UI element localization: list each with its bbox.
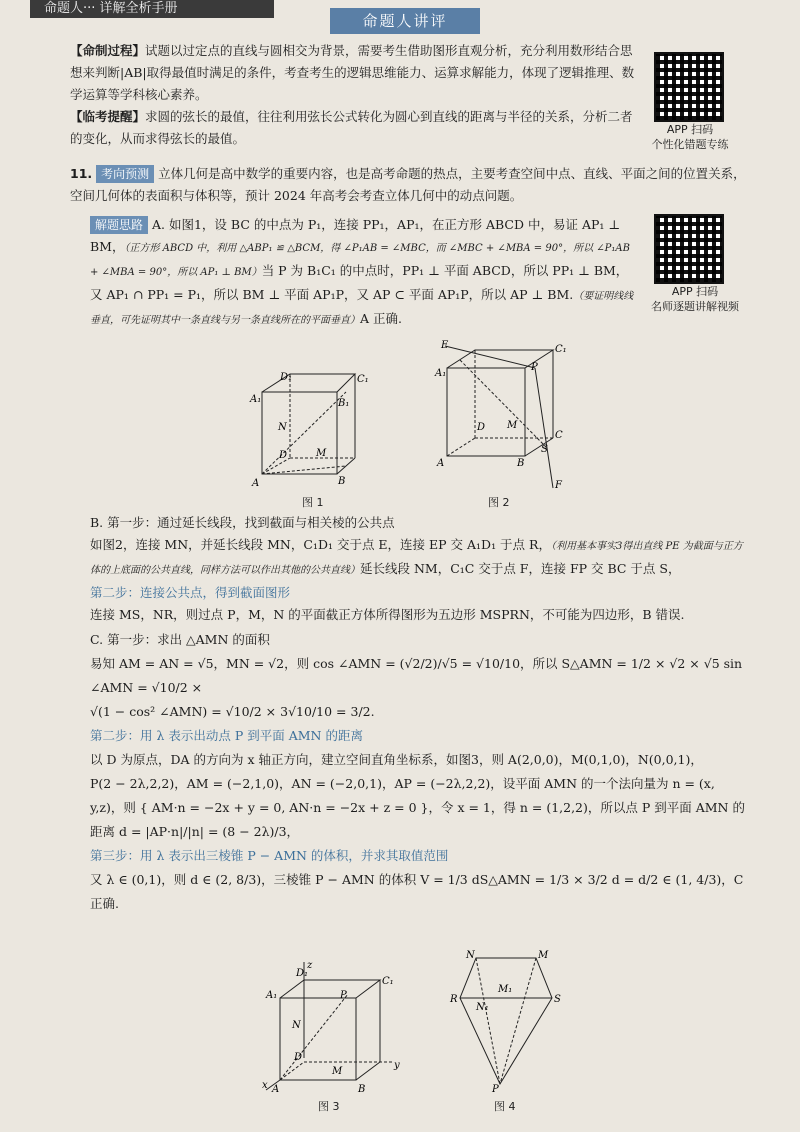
svg-text:B₁: B₁ — [338, 398, 350, 409]
svg-text:x: x — [262, 1080, 268, 1091]
svg-text:D: D — [477, 422, 486, 433]
svg-text:C₁: C₁ — [555, 344, 567, 355]
svg-text:A: A — [437, 458, 445, 469]
svg-text:R: R — [450, 994, 458, 1005]
svg-text:C₁: C₁ — [382, 976, 394, 987]
svg-text:A₁: A₁ — [435, 368, 447, 379]
c-text-5: y,z)，则 { AM·n = −2x + y = 0, AN·n = −2x + z = 0 }，令 x = 1，得 n = (1,2,2)，所以点 P 到平面 AMN 的距离 d = |AP·n|/|n| = (8 − 2λ)/3， — [90, 800, 745, 839]
svg-text:C₁: C₁ — [357, 374, 369, 385]
svg-text:P: P — [340, 990, 347, 1001]
forecast-tag: 考向预测 — [96, 165, 154, 183]
q11-forecast — [70, 163, 750, 207]
figure-4-pentagon — [448, 948, 568, 1093]
figure-4-caption: 图 4 — [494, 1100, 516, 1113]
svg-text:z: z — [307, 960, 313, 971]
qr1-caption: APP 扫码 个性化错题专练 — [651, 123, 729, 151]
process-label: 【命制过程】 — [70, 43, 146, 58]
b-step-1: B. 第一步：通过延长线段，找到截面与相关棱的公共点 — [90, 515, 395, 530]
b-text-2: 延长线段 NM，C₁C 交于点 F，连接 FP 交 BC 于点 S， — [360, 561, 681, 576]
c-text-1: 易知 AM = AN = √5，MN = √2，则 cos ∠AMN = (√2/2)/√5 = √10/10，所以 S△AMN = 1/2 × √2 × √5 sin ∠AMN = √10/2 × — [90, 656, 743, 695]
svg-text:M: M — [538, 950, 549, 961]
svg-text:M: M — [507, 420, 518, 431]
svg-text:E: E — [441, 340, 449, 351]
c-step-3: 第三步：用 λ 表示出三棱锥 P − AMN 的体积，并求其取值范围 — [90, 848, 449, 863]
figure-2-caption: 图 2 — [488, 496, 510, 509]
section-banner: 命题人讲评 — [330, 8, 480, 34]
svg-text:B: B — [358, 1084, 366, 1095]
figure-1-cube — [250, 362, 370, 487]
question-number: 11. — [70, 166, 93, 181]
svg-text:N: N — [466, 950, 475, 961]
svg-text:A: A — [252, 478, 260, 489]
solution-tag: 解题思路 — [90, 216, 148, 234]
svg-text:N₁: N₁ — [476, 1002, 489, 1013]
commentary-block — [70, 40, 640, 150]
qr2-caption: APP 扫码 名师逐题讲解视频 — [651, 285, 739, 313]
svg-text:M₁: M₁ — [498, 984, 513, 995]
svg-text:P: P — [531, 362, 538, 373]
figure-2-cube — [435, 340, 565, 490]
svg-text:A: A — [272, 1084, 280, 1095]
b-text-1: 如图2，连接 MN，并延长线段 MN，C₁D₁ 交于点 E，连接 EP 交 A₁D₁ 于点 R， — [90, 537, 551, 552]
forecast-text: 立体几何是高中数学的重要内容，也是高考命题的热点，主要考查空间中点、直线、平面之间的位置关系，空间几何体的表面积与体积等，预计 2024 年高考会考查立体几何中的动点问题。 — [70, 166, 746, 203]
a-text-2: 当 P 为 B₁C₁ 的中点时，PP₁ ⊥ 平面 ABCD，所以 PP₁ ⊥ BM，又 AP₁ ∩ PP₁ = P₁，所以 BM ⊥ 平面 AP₁P，又 AP ⊂ 平面 AP₁P，所以 AP ⊥ BM. — [90, 263, 629, 302]
figure-3-cube — [262, 958, 402, 1098]
c-step-1: C. 第一步：求出 △AMN 的面积 — [90, 632, 270, 647]
svg-text:D₁: D₁ — [296, 968, 309, 979]
c-text-4: P(2 − 2λ,2,2)，AM = (−2,1,0)，AN = (−2,0,1)，AP = (−2λ,2,2)，设平面 AMN 的一个法向量为 n = (x, — [90, 776, 715, 791]
svg-text:S: S — [541, 444, 548, 455]
qr-code-video[interactable] — [654, 214, 724, 284]
b-note-1: （利用基本事实3得出直线 PE 为截面与正方体的上底面的公共直线，同样方法可以作出其他的公共直线） — [90, 541, 743, 576]
svg-text:D₁: D₁ — [280, 372, 293, 383]
figure-3-caption: 图 3 — [318, 1100, 340, 1113]
svg-text:B: B — [517, 458, 525, 469]
a-text-3: A 正确. — [360, 311, 402, 326]
svg-text:y: y — [394, 1060, 400, 1071]
process-text: 试题以过定点的直线与圆相交为背景，需要考生借助图形直观分析，充分利用数形结合思想来判断|AB|取得最值时满足的条件，考查考生的逻辑思维能力、运算求解能力，体现了逻辑推理、数学运算等学科核心素养。 — [70, 43, 635, 102]
qr-code-errors[interactable] — [654, 52, 724, 122]
svg-text:A₁: A₁ — [250, 394, 262, 405]
q11-solution-b — [90, 512, 750, 626]
a-text-1: A. 如图1，设 BC 的中点为 P₁，连接 PP₁，AP₁，在正方形 ABCD 中，易证 AP₁ ⊥ BM， — [90, 217, 621, 254]
svg-text:B: B — [338, 476, 346, 487]
svg-text:F: F — [555, 480, 562, 491]
svg-text:D: D — [279, 450, 288, 461]
hint-text: 求圆的弦长的最值，往往利用弦长公式转化为圆心到直线的距离与半径的关系，分析二者的变化，从而求得弦长的最值。 — [70, 109, 633, 146]
c-step-2: 第二步：用 λ 表示出动点 P 到平面 AMN 的距离 — [90, 728, 363, 743]
svg-text:M: M — [332, 1066, 343, 1077]
svg-text:D: D — [294, 1052, 303, 1063]
b-step-2: 第二步：连接公共点，得到截面图形 — [90, 585, 291, 600]
page-header-title: 命题人··· 详解全析手册 — [30, 0, 274, 18]
c-text-3: 以 D 为原点，DA 的方向为 x 轴正方向，建立空间直角坐标系，如图3，则 A(2,0,0)，M(0,1,0)，N(0,0,1)， — [90, 752, 703, 767]
svg-text:M: M — [316, 448, 327, 459]
svg-text:S: S — [554, 994, 561, 1005]
hint-label: 【临考提醒】 — [70, 109, 146, 124]
svg-text:N: N — [278, 422, 287, 433]
a-note-2: （要证明线线垂直，可先证明其中一条直线与另一条直线所在的平面垂直） — [90, 291, 634, 326]
c-text-6: 又 λ ∈ (0,1)，则 d ∈ (2, 8/3)，三棱锥 P − AMN 的体积 V = 1/3 dS△AMN = 1/3 × 3/2 d = d/2 ∈ (1, 4/3)，C 正确. — [90, 872, 744, 911]
a-note-1: （正方形 ABCD 中，利用 △ABP₁ ≌ △BCM，得 ∠P₁AB = ∠MBC，而 ∠MBC + ∠MBA = 90°，所以 ∠P₁AB + ∠MBA = 90°，所以 AP₁ ⊥ BM） — [90, 243, 630, 278]
figure-1-caption: 图 1 — [302, 496, 324, 509]
svg-text:C: C — [555, 430, 563, 441]
b-text-3: 连接 MS，NR，则过点 P，M，N 的平面截正方体所得图形为五边形 MSPRN，不可能为四边形，B 错误. — [90, 607, 685, 622]
q11-solution-c — [90, 628, 750, 916]
svg-text:P: P — [492, 1084, 499, 1095]
svg-text:N: N — [292, 1020, 301, 1031]
c-text-2: √(1 − cos² ∠AMN) = √10/2 × 3√10/10 = 3/2. — [90, 704, 375, 719]
svg-text:A₁: A₁ — [266, 990, 278, 1001]
q11-solution-a — [90, 214, 638, 332]
